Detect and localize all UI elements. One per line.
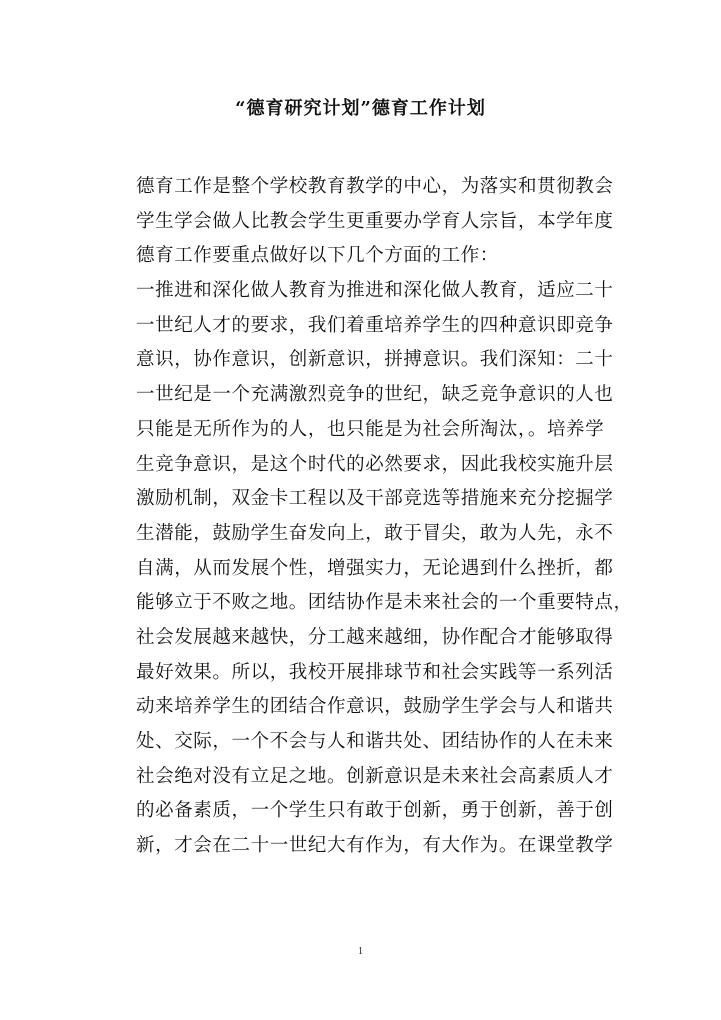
- body-line: 的必备素质，一个学生只有敢于创新，勇于创新，善于创: [136, 800, 614, 822]
- body-line: 德育工作要重点做好以下几个方面的工作：: [136, 245, 499, 267]
- body-line: 德育工作是整个学校教育教学的中心，为落实和贯彻教会: [136, 176, 614, 197]
- document-body: [136, 170, 633, 864]
- body-line: 生竞争意识，是这个时代的必然要求，因此我校实施升层: [136, 453, 614, 475]
- body-line: 意识，协作意识，创新意识，拼搏意识。我们深知：二十: [136, 349, 614, 371]
- page-number: 1: [358, 946, 363, 957]
- body-line: 学生学会做人比教会学生更重要办学育人宗旨，本学年度: [136, 210, 614, 232]
- body-line: 一世纪是一个充满激烈竞争的世纪，缺乏竞争意识的人也: [136, 384, 614, 406]
- body-line: 最好效果。所以，我校开展排球节和社会实践等一系列活: [136, 661, 614, 683]
- body-line: 生潜能，鼓励学生奋发向上，敢于冒尖，敢为人先，永不: [136, 522, 614, 544]
- body-line: 自满，从而发展个性，增强实力，无论遇到什么挫折，都: [136, 557, 614, 579]
- body-line: 能够立于不败之地。团结协作是未来社会的一个重要特点，: [136, 592, 633, 614]
- body-line: 一推进和深化做人教育为推进和深化做人教育，适应二十: [136, 280, 614, 302]
- body-line: 只能是无所作为的人，也只能是为社会所淘汰，。培养学: [136, 418, 605, 440]
- body-line: 社会发展越来越快，分工越来越细，协作配合才能够取得: [136, 626, 614, 648]
- body-line: 一世纪人才的要求，我们着重培养学生的四种意识即竞争: [136, 314, 614, 336]
- body-line: 社会绝对没有立足之地。创新意识是未来社会高素质人才: [136, 765, 614, 787]
- body-line: 激励机制，双金卡工程以及干部竞选等措施来充分挖掘学: [136, 488, 614, 510]
- body-line: 新，才会在二十一世纪大有作为，有大作为。在课堂教学: [136, 835, 614, 857]
- body-line: 处、交际，一个不会与人和谐共处、团结协作的人在未来: [136, 731, 614, 752]
- body-line: 动来培养学生的团结合作意识，鼓励学生学会与人和谐共: [136, 696, 614, 718]
- document-title: “德育研究计划”德育工作计划: [235, 98, 486, 119]
